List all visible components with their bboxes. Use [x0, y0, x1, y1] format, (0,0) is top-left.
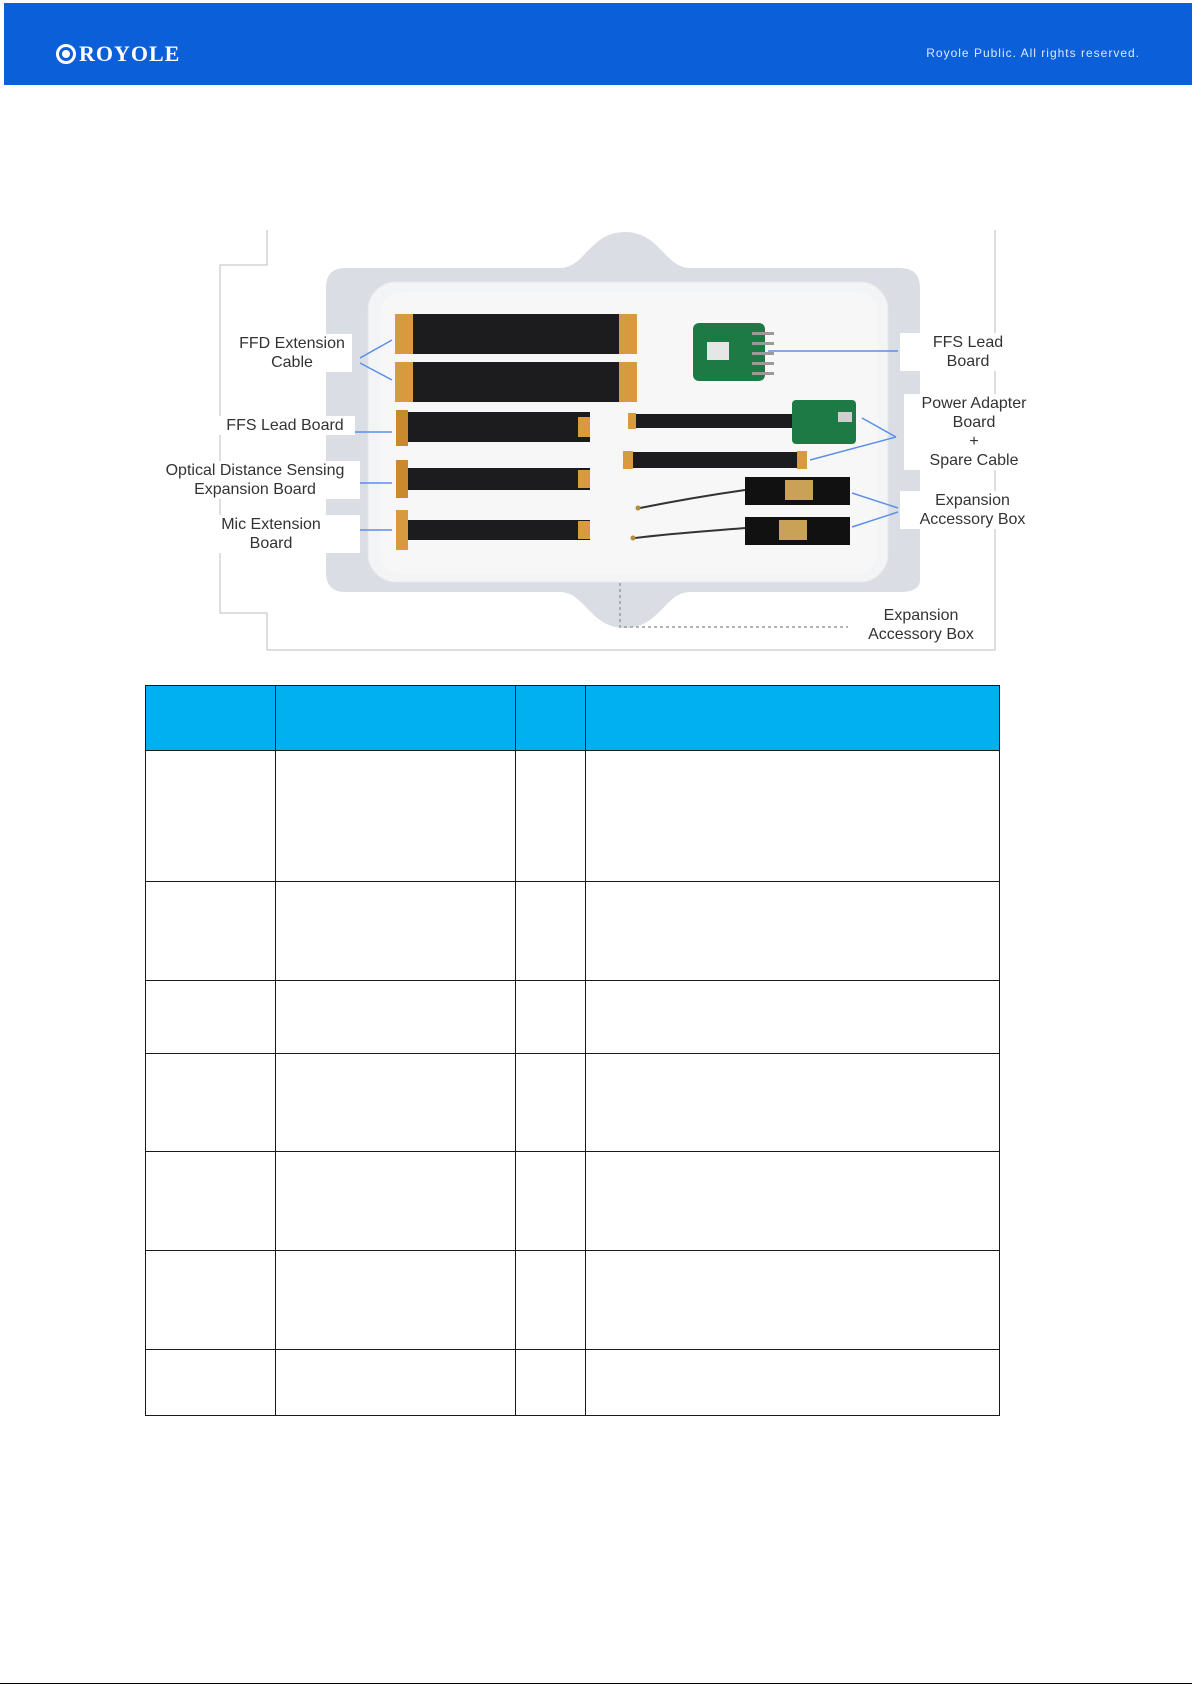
table-header-cell [276, 686, 516, 751]
table-cell [516, 1152, 586, 1251]
label-power-adapter-board: Power Adapter Board + Spare Cable [904, 394, 1044, 470]
accessory-kit-figure [0, 0, 1192, 680]
label-optical-distance-sensing-board: Optical Distance Sensing Expansion Board [150, 461, 360, 499]
table-cell [586, 1054, 1000, 1152]
page-bottom-rule [0, 1683, 1192, 1684]
table-row [146, 751, 1000, 882]
table-cell [516, 1251, 586, 1350]
label-expansion-accessory-box-right: Expansion Accessory Box [900, 491, 1045, 529]
label-ffs-lead-board-left: FFS Lead Board [215, 416, 355, 435]
label-expansion-accessory-box-bottom: Expansion Accessory Box [855, 606, 987, 644]
table-cell [146, 1054, 276, 1152]
table-cell [516, 1054, 586, 1152]
table-row [146, 1152, 1000, 1251]
table-header-cell [516, 686, 586, 751]
table-cell [276, 1350, 516, 1416]
table-cell [276, 981, 516, 1054]
table-cell [146, 981, 276, 1054]
table-cell [146, 1251, 276, 1350]
table-cell [146, 1152, 276, 1251]
table-cell [146, 882, 276, 981]
table-row [146, 882, 1000, 981]
table-row [146, 1350, 1000, 1416]
table-header-cell [586, 686, 1000, 751]
table-row [146, 981, 1000, 1054]
parts-table [145, 685, 1000, 1416]
table-row [146, 1054, 1000, 1152]
table-cell [276, 751, 516, 882]
table-cell [586, 882, 1000, 981]
table-cell [586, 1350, 1000, 1416]
table-cell [276, 882, 516, 981]
brand-name: ROYOLE [79, 41, 181, 66]
table-cell [146, 1350, 276, 1416]
rights-notice: Royole Public. All rights reserved. [926, 46, 1140, 60]
label-ffd-extension-cable: FFD Extension Cable [232, 334, 352, 372]
table-cell [276, 1251, 516, 1350]
label-mic-extension-board: Mic Extension Board [182, 515, 360, 553]
table-cell [586, 751, 1000, 882]
table-cell [276, 1152, 516, 1251]
table-cell [516, 1350, 586, 1416]
label-ffs-lead-board-right: FFS Lead Board [900, 333, 1036, 371]
table-cell [516, 751, 586, 882]
table-cell [146, 751, 276, 882]
table-cell [586, 1152, 1000, 1251]
table-cell [586, 981, 1000, 1054]
table-header-cell [146, 686, 276, 751]
table-cell [586, 1251, 1000, 1350]
table-cell [276, 1054, 516, 1152]
table-row [146, 1251, 1000, 1350]
table-cell [516, 882, 586, 981]
table-header-row [146, 686, 1000, 751]
table-cell [516, 981, 586, 1054]
